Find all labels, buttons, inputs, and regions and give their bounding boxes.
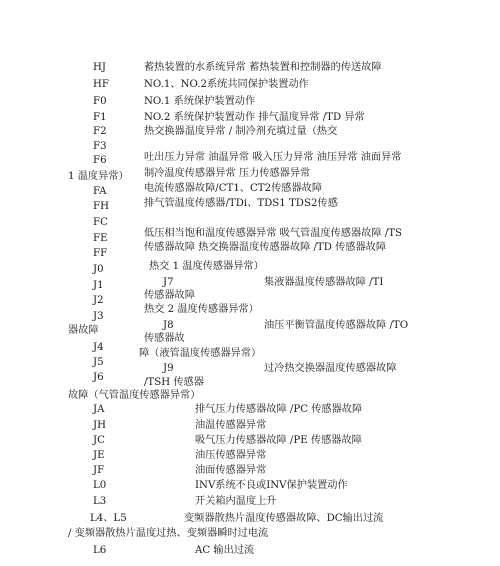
code-fc: FC — [93, 217, 108, 228]
code-j4: J4 — [93, 342, 104, 353]
desc-j9: 过冷热交换器温度传感器故障 — [264, 363, 397, 374]
desc-fe: 低压相当饱和温度传感器异常 吸气管温度传感器故障 /TS — [144, 228, 402, 239]
desc-l4-l5: 变频器散热片温度传感器故障、DC输出过流 — [184, 513, 384, 524]
desc-hj: 蓄热装置的水系统异常 蓄热装置和控制器的传送故障 — [144, 62, 382, 73]
desc-hf: NO.1、NO.2系统共同保护装置动作 — [144, 79, 309, 90]
code-l4-l5: L4、L5 — [90, 513, 127, 524]
desc-j0: 热交 1 温度传感器异常） — [149, 261, 264, 272]
code-f2: F2 — [93, 126, 107, 137]
desc-l6: AC 输出过流 — [195, 545, 255, 556]
desc-ff: 传感器故障 热交换器温度传感器故障 /TD 传感器故障 — [144, 242, 387, 253]
code-j0: J0 — [93, 264, 104, 275]
desc-j8-cont: 传感器故 — [144, 333, 185, 344]
code-j7: J7 — [163, 277, 174, 288]
code-j2: J2 — [93, 295, 104, 306]
desc-jh: 油温传感器异常 — [195, 420, 267, 431]
desc-sensor-abnormal: 制冷温度传感器异常 压力传感器异常 — [144, 168, 311, 179]
desc-jf: 油面传感器异常 — [195, 465, 267, 476]
code-f3: F3 — [93, 141, 107, 152]
code-f6: F6 — [93, 155, 107, 166]
code-f1: F1 — [93, 112, 107, 123]
desc-j9-cont: /TSH 传感器 — [144, 377, 204, 388]
desc-f1: NO.2 系统保护装置动作 排气温度异常 /TD 异常 — [144, 112, 365, 123]
desc-l0: INV系统不良或INV保护装置动作 — [195, 480, 348, 491]
code-hf: HF — [93, 79, 109, 90]
desc-j7: 集液器温度传感器故障 /TI — [264, 277, 384, 288]
desc-f6: 吐出压力异常 油温异常 吸入压力异常 油压异常 油面异常 — [144, 152, 402, 163]
code-jh: JH — [93, 420, 106, 431]
code-fh: FH — [93, 201, 109, 212]
code-fa: FA — [93, 186, 107, 197]
code-j6: J6 — [93, 372, 104, 383]
code-j9: J9 — [163, 363, 174, 374]
desc-j3: 热交 2 温度传感器异常） — [144, 304, 259, 315]
desc-jc: 吸气压力传感器故障 /PE 传感器故障 — [195, 435, 362, 446]
code-ff: FF — [93, 248, 108, 259]
code-l6: L6 — [93, 545, 107, 556]
code-l0: L0 — [93, 480, 107, 491]
code-f0: F0 — [93, 96, 107, 107]
desc-fh: 排气管温度传感器/TDi、TDS1 TDS2传感 — [144, 198, 338, 209]
desc-temp-abnormal-cont: 1 温度异常） — [68, 171, 129, 182]
desc-l4-l5-cont: / 变频器散热片温度过热、变频器瞬时过电流 — [68, 528, 269, 539]
code-j3: J3 — [93, 311, 104, 322]
desc-l3: 开关箱内温度上升 — [195, 496, 277, 507]
desc-j4: 障（液管温度传感器异常） — [139, 348, 262, 359]
code-j5: J5 — [93, 357, 104, 368]
desc-f2: 热交换器温度异常 / 制冷剂充填过量（热交 — [144, 126, 338, 137]
desc-fa: 电流传感器故障/CT1、CT2传感器故障 — [144, 183, 323, 194]
desc-j6: 故障（气管温度传感器异常） — [68, 390, 201, 401]
desc-ja: 排气压力传感器故障 /PC 传感器故障 — [195, 404, 363, 415]
code-jc: JC — [93, 435, 105, 446]
desc-j3-cont: 器故障 — [68, 325, 99, 336]
desc-j7-cont: 传感器故障 — [144, 290, 195, 301]
code-hj: HJ — [93, 62, 106, 73]
code-jf: JF — [93, 465, 105, 476]
desc-j8: 油压平衡管温度传感器故障 /TO — [264, 320, 409, 331]
code-fe: FE — [93, 233, 108, 244]
desc-je: 油压传感器异常 — [195, 450, 267, 461]
desc-f0: NO.1 系统保护装置动作 — [144, 96, 256, 107]
code-j1: J1 — [93, 280, 104, 291]
code-j8: J8 — [163, 320, 174, 331]
code-je: JE — [93, 450, 105, 461]
code-l3: L3 — [93, 496, 107, 507]
code-ja: JA — [93, 404, 105, 415]
